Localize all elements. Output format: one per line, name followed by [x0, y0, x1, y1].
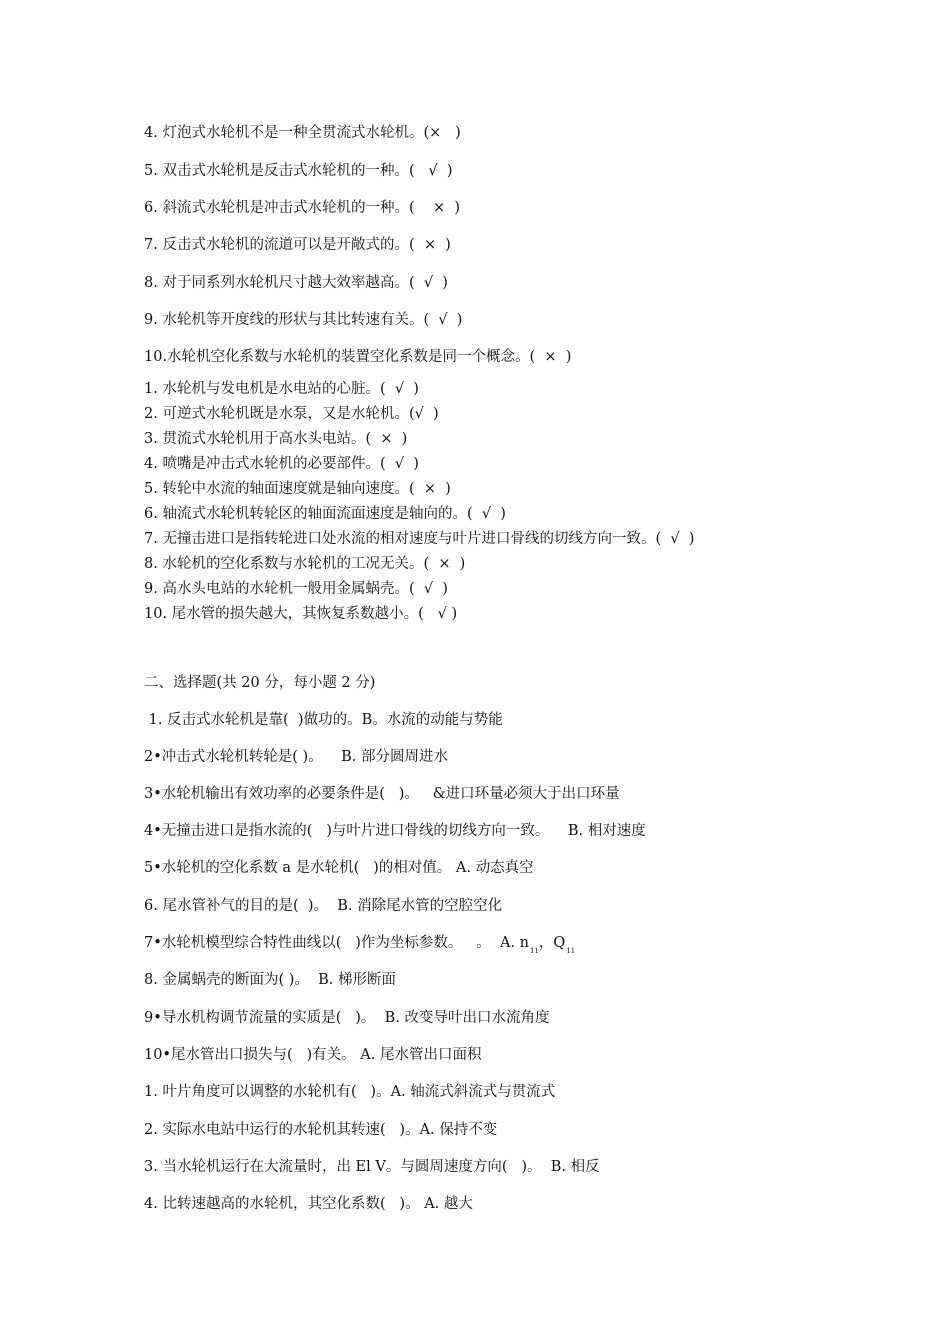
choice-item [144, 934, 575, 960]
subscript: 11 [530, 947, 539, 955]
choice-item: 3. 当水轮机运行在大流量时，出 El V。与圆周速度方向( )。 B. 相反 [144, 1159, 600, 1175]
judgment-item: 10. 尾水管的损失越大，其恢复系数越小。( √ ) [144, 606, 458, 622]
choice-item: 5•水轮机的空化系数 a 是水轮机( )的相对值。 A. 动态真空 [144, 860, 534, 876]
judgment-item: 10.水轮机空化系数与水轮机的装置空化系数是同一个概念。( × ) [144, 349, 572, 365]
choice-item-text: 7•水轮机模型综合特性曲线以( )作为坐标参数。 。 A. n [144, 935, 529, 951]
judgment-item: 7. 无撞击进口是指转轮进口处水流的相对速度与叶片进口骨线的切线方向一致。( √ ) [144, 531, 695, 547]
subscript: 11 [566, 947, 576, 955]
judgment-item: 2. 可逆式水轮机既是水泵，又是水轮机。(√ ) [144, 406, 439, 422]
section-title: 二、选择题(共 20 分，每小题 2 分) [144, 675, 376, 691]
judgment-item: 6. 轴流式水轮机转轮区的轴面流面速度是轴向的。( √ ) [144, 506, 506, 522]
choice-item: 3•水轮机输出有效功率的必要条件是( )。 &进口环量必须大于出口环量 [144, 786, 620, 802]
judgment-item: 7. 反击式水轮机的流道可以是开敞式的。( × ) [144, 237, 451, 253]
judgment-item: 6. 斜流式水轮机是冲击式水轮机的一种。( × ) [144, 200, 461, 216]
judgment-item: 4. 灯泡式水轮机不是一种全贯流式水轮机。(× ) [144, 125, 461, 141]
judgment-item: 9. 水轮机等开度线的形状与其比转速有关。( √ ) [144, 312, 463, 328]
judgment-item: 3. 贯流式水轮机用于高水头电站。( × ) [144, 431, 408, 447]
choice-item: 4•无撞击进口是指水流的( )与叶片进口骨线的切线方向一致。 B. 相对速度 [144, 823, 646, 839]
choice-item: 1. 叶片角度可以调整的水轮机有( )。A. 轴流式斜流式与贯流式 [144, 1084, 556, 1100]
choice-item: 8. 金属蜗壳的断面为( )。 B. 梯形断面 [144, 972, 396, 988]
choice-item-text: ，Q [538, 935, 566, 951]
choice-item: 10•尾水管出口损失与( )有关。 A. 尾水管出口面积 [144, 1047, 482, 1063]
judgment-item: 5. 双击式水轮机是反击式水轮机的一种。( √ ) [144, 163, 453, 179]
judgment-item: 8. 对于同系列水轮机尺寸越大效率越高。( √ ) [144, 275, 448, 291]
judgment-item: 1. 水轮机与发电机是水电站的心脏。( √ ) [144, 381, 419, 397]
judgment-item: 4. 喷嘴是冲击式水轮机的必要部件。( √ ) [144, 456, 419, 472]
choice-item: 9•导水机构调节流量的实质是( )。 B. 改变导叶出口水流角度 [144, 1010, 550, 1026]
judgment-item: 5. 转轮中水流的轴面速度就是轴向速度。( × ) [144, 481, 451, 497]
choice-item: 1. 反击式水轮机是靠( )做功的。B。水流的动能与势能 [144, 712, 503, 728]
choice-item: 2•冲击式水轮机转轮是( )。 B. 部分圆周进水 [144, 749, 449, 765]
choice-item: 6. 尾水管补气的目的是( )。 B. 消除尾水管的空腔空化 [144, 898, 503, 914]
judgment-item: 9. 高水头电站的水轮机一般用金属蜗壳。( √ ) [144, 581, 448, 597]
choice-item: 4. 比转速越高的水轮机，其空化系数( )。 A. 越大 [144, 1196, 473, 1212]
judgment-item: 8. 水轮机的空化系数与水轮机的工况无关。( × ) [144, 556, 466, 572]
choice-item: 2. 实际水电站中运行的水轮机其转速( )。A. 保持不变 [144, 1122, 498, 1138]
